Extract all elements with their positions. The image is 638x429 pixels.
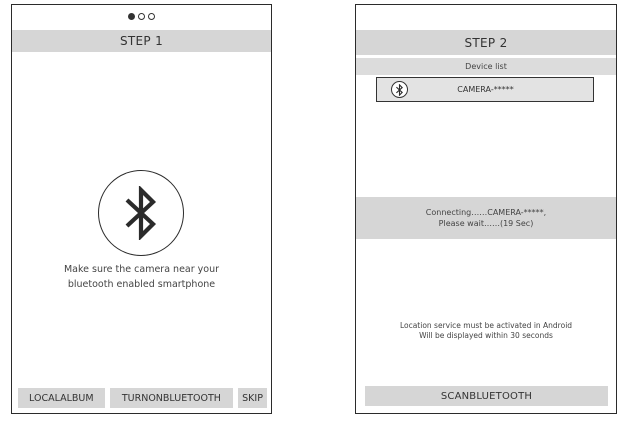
instruction-line-2: bluetooth enabled smartphone	[67, 279, 216, 290]
step1-title: STEP 1	[119, 34, 163, 48]
bluetooth-instruction	[12, 262, 271, 292]
step1-screen	[11, 4, 272, 414]
step2-title: STEP 2	[464, 35, 508, 50]
bluetooth-icon	[391, 81, 408, 98]
instruction-line-1: Make sure the camera near your	[63, 264, 220, 275]
step1-title-bar	[12, 30, 271, 52]
step2-screen	[355, 4, 617, 414]
scan-bluetooth-button[interactable]: SCANBLUETOOTH	[365, 386, 608, 406]
page-dot-active	[128, 13, 135, 20]
location-note-line-1: Location service must be activated in Android	[399, 321, 573, 330]
connecting-text: Connecting……CAMERA-*****,	[425, 208, 547, 217]
step1-action-bar	[18, 388, 267, 408]
local-album-button[interactable]: LOCALALBUM	[18, 388, 105, 408]
page-dot	[148, 13, 155, 20]
page-indicator	[12, 13, 271, 20]
device-list-item[interactable]	[376, 77, 594, 102]
skip-button[interactable]: SKIP	[238, 388, 267, 408]
wait-countdown-text: Please wait……(19 Sec)	[438, 219, 534, 228]
device-list-label: Device list	[465, 62, 507, 71]
page-dot	[138, 13, 145, 20]
connecting-status-banner	[356, 197, 616, 239]
device-name: CAMERA-*****	[457, 85, 514, 94]
device-list-header	[356, 58, 616, 75]
turn-on-bluetooth-button[interactable]: TURNONBLUETOOTH	[110, 388, 233, 408]
location-note-line-2: Will be displayed within 30 seconds	[419, 331, 553, 340]
bluetooth-icon	[98, 170, 184, 256]
step2-title-bar	[356, 30, 616, 58]
location-service-note	[356, 321, 616, 341]
